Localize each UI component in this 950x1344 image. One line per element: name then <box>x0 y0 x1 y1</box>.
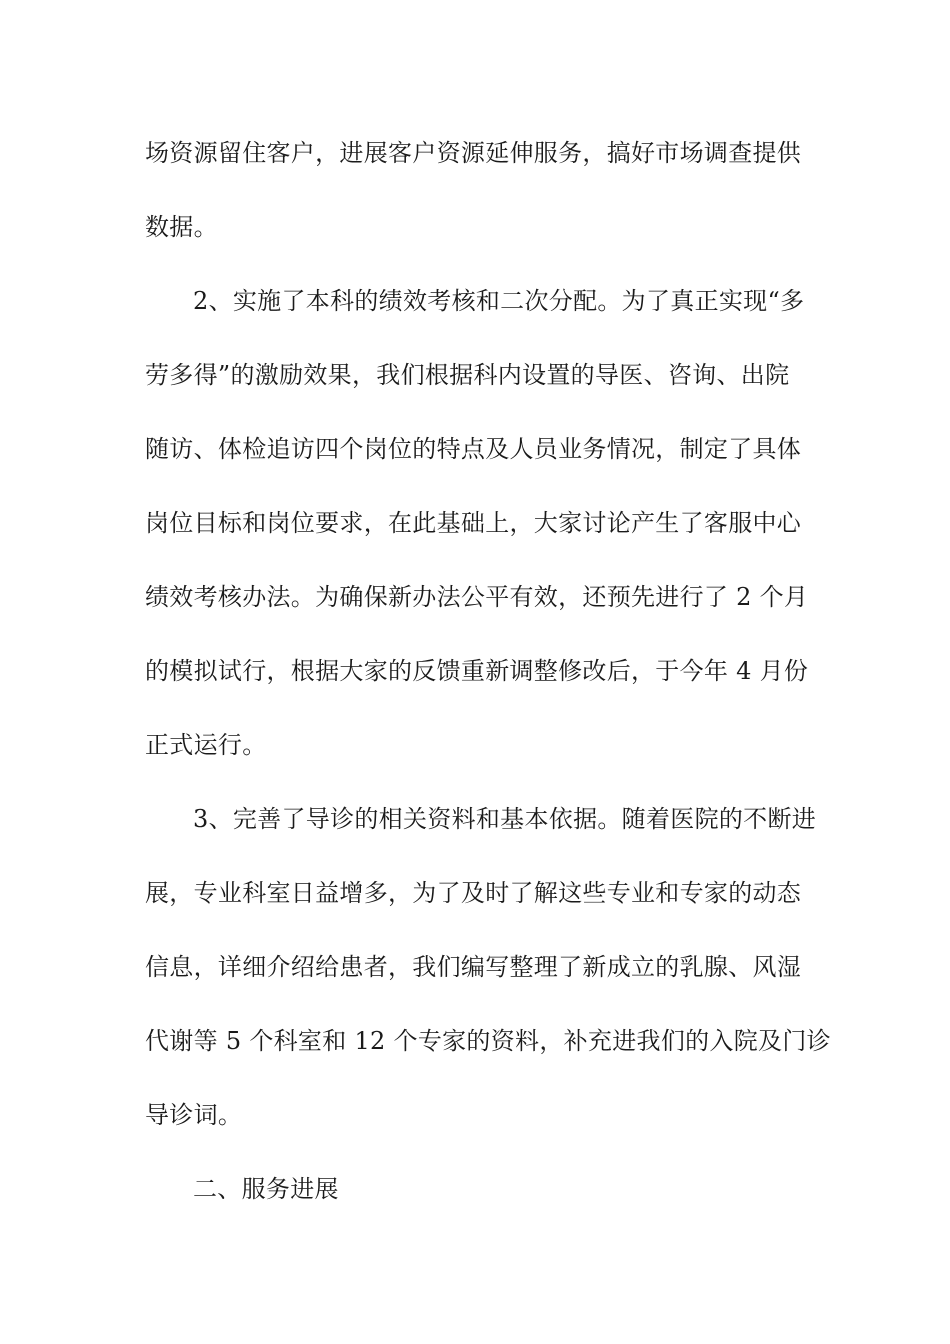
text-line: 劳多得”的激励效果，我们根据科内设置的导医、咨询、出院 <box>145 361 790 389</box>
text-line: 导诊词。 <box>145 1101 243 1129</box>
text-line: 代谢等 5 个科室和 12 个专家的资料，补充进我们的入院及门诊 <box>145 1027 831 1055</box>
text-line: 随访、体检追访四个岗位的特点及人员业务情况，制定了具体 <box>145 435 802 463</box>
text-line: 的模拟试行，根据大家的反馈重新调整修改后，于今年 4 月份 <box>145 657 809 685</box>
section-heading: 二、服务进展 <box>193 1175 339 1203</box>
text-line: 正式运行。 <box>145 731 267 759</box>
text-line: 岗位目标和岗位要求，在此基础上，大家讨论产生了客服中心 <box>145 509 802 537</box>
text-line: 数据。 <box>145 213 218 241</box>
text-line: 绩效考核办法。为确保新办法公平有效，还预先进行了 2 个月 <box>145 583 809 611</box>
text-line: 展，专业科室日益增多，为了及时了解这些专业和专家的动态 <box>145 879 802 907</box>
text-line: 信息，详细介绍给患者，我们编写整理了新成立的乳腺、风湿 <box>145 953 802 981</box>
paragraph-start-line: 2、实施了本科的绩效考核和二次分配。为了真正实现“多 <box>193 287 805 315</box>
paragraph-start-line: 3、完善了导诊的相关资料和基本依据。随着医院的不断进 <box>193 805 817 833</box>
text-line: 场资源留住客户，进展客户资源延伸服务，搞好市场调查提供 <box>145 139 802 167</box>
